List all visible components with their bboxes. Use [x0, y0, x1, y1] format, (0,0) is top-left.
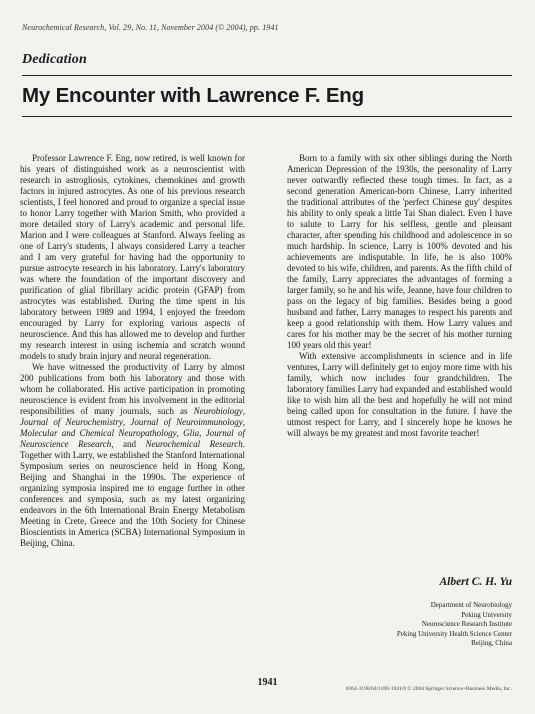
page-number: 1941 — [257, 677, 278, 688]
section-divider — [22, 75, 512, 76]
running-head: Neurochemical Research, Vol. 29, No. 11, November 2004 (© 2004), pp. 1941 — [22, 23, 279, 32]
right-paragraph-1: Born to a family with six other siblings during the North American Depression of the 1930s, the personality of Larry never outwardly reflected these tough times. In fact, as a second generation American-born Chinese, Larry inherited the traditional attributes of the 'perfect Chinese guy' despites his ability to only speak a little Tai Shan dialect. Even I have to salute to Larry for his selfless, gentle and pleasant character, after spending his childhood and adolescence in so much hardship. In science, Larry is 100% devoted and his achievements are indisputable. In life, he is also 100% devoted to his wife, children, and parents. As the fifth child of the family, Larry appreciates the advantages of forming a larger family, so he and his wife, Jeanne, have four children to pass on the legacy of big families. Besides being a good husband and father, Larry manages to respect his parents and keep a good relationship with them. How Larry values and cares for his mother may be the secret of his mother turning 100 years old this year! — [287, 153, 512, 350]
copyright-line: 0364-3190/04/1100-1941/0 © 2004 Springer Science+Business Media, Inc. — [345, 686, 512, 692]
journal-name: Journal of Neuroscience Research — [20, 428, 246, 449]
affiliation-line: Neuroscience Research Institute — [421, 620, 512, 628]
journal-name: Neurobiology — [193, 406, 243, 416]
affiliation-line: Beijing, China — [471, 639, 512, 647]
right-column — [287, 153, 512, 439]
journal-name: Neurochemical Research — [145, 439, 243, 449]
author-affiliation — [300, 601, 512, 649]
left-paragraph-2-text-a: We have witnessed the productivity of Larry by almost 200 publications from both his laboratory and those with whom he collaborated. His active participation in promoting neuroscience is evident from his involvement in the editorial responsibilities of many journals, such as — [20, 362, 245, 416]
author-signature: Albert C. H. Yu — [439, 576, 512, 588]
section-label: Dedication — [22, 52, 87, 67]
right-paragraph-2: With extensive accomplishments in science and in life ventures, Larry will definitely get to enjoy more time with his family, which now includes four grandchildren. The laboratory families Larry had expanded and established would like to wish him all the best and hopefully he will not mind being called upon for consultation in the future. I have the utmost respect for Larry, and I sincerely hope he knows he will always be my greatest and most favorite teacher! — [287, 351, 512, 438]
affiliation-line: Peking University Health Science Center — [396, 629, 512, 638]
affiliation-line: Department of Neurobiology — [430, 601, 512, 609]
left-paragraph-1: Professor Lawrence F. Eng, now retired, is well known for his years of distinguished work as a neuroscientist with research in astrogliosis, cytokines, chemokines and growth factors in injured astrocytes. As one of his previous research scientists, I feel honored and proud to organize a special issue to honor Larry together with Marion Smith, who provided a more detailed story of Larry's academic and personal life. Marion and I were colleagues at Stanford. Always feeling as one of Larry's students, I always considered Larry a teacher and I am very grateful for having had the opportunity to pursue astrocyte research in his laboratory. Larry's laboratory was where the foundation of the important discovery and purification of glial fibrillary acidic protein (GFAP) from astrocytes was established. During the time spent in his laboratory between 1989 and 1994, I enjoyed the freedom encouraged by Larry for exploring various aspects of neuroscience. And this has allowed me to develop and further my research interest in using ischemia and scratch wound models to study brain injury and neural regeneration. — [20, 153, 245, 361]
journal-name: Glia — [183, 428, 200, 438]
left-paragraph-2-text-b: Together with Larry, we established the Stanford International Symposium series on neuroscience held in Hong Kong, Beijing and Shanghai in the 1990s. The experience of organizing symposia inspired me to engage further in other conferences and symposia, such as my latest organizing endeavors in the 6th International Brain Energy Metabolism Meeting in Crete, Greece and the 10th Society for Chinese Bioscientists in America (SCBA) International Symposium in Beijing, China. — [20, 450, 245, 548]
article-title: My Encounter with Lawrence F. Eng — [22, 84, 364, 107]
affiliation-line: Peking University — [461, 610, 512, 619]
journal-name: Molecular and Chemical Neuropathology — [20, 428, 177, 438]
journal-name: Journal of Neuroimmunology — [130, 417, 243, 427]
journal-name: Journal of Neurochemistry — [20, 417, 123, 427]
title-divider — [22, 116, 512, 117]
left-column — [20, 153, 245, 549]
left-paragraph-2: We have witnessed the productivity of Larry by almost 200 publications from both his laboratory and those with whom he collaborated. His active participation in promoting neuroscience is evident from his involvement in the editorial responsibilities of many journals, such as Neurobiology, Journal of Neurochemistry, Journal of Neuroimmunology, Molecular and Chemical Neuropathology, Glia, Journal of Neuroscience Research, and Neurochemical Research. Together with Larry, we established the Stanford International Symposium series on neuroscience held in Hong Kong, Beijing and Shanghai in the 1990s. The experience of organizing symposia inspired me to engage further in other conferences and symposia, such as my latest organizing endeavors in the 6th International Brain Energy Metabolism Meeting in Crete, Greece and the 10th Society for Chinese Bioscientists in America (SCBA) International Symposium in Beijing, China. — [20, 362, 246, 548]
